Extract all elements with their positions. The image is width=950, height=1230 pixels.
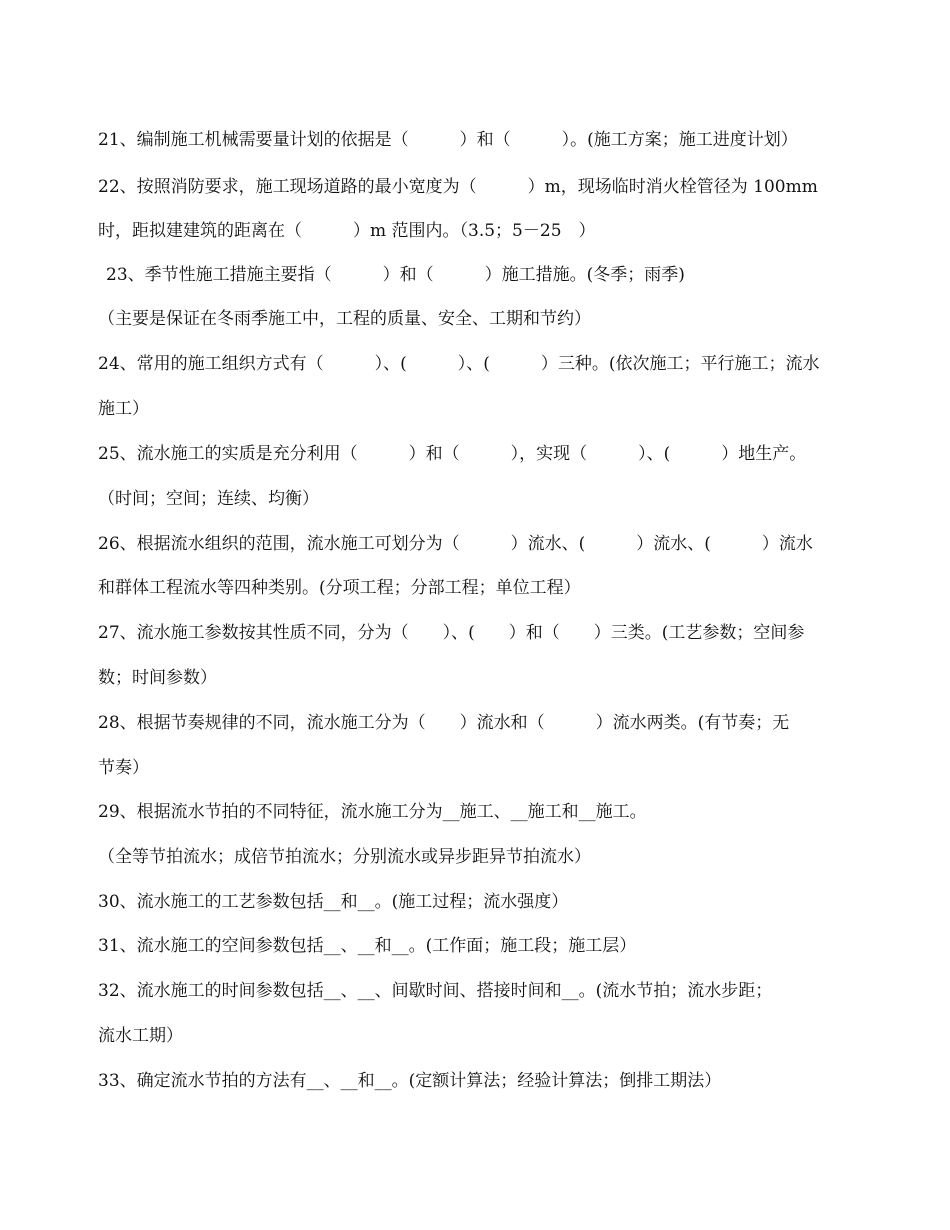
text-line: 29、根据流水节拍的不同特征，流水施工分为__施工、__施工和__施工。: [98, 802, 647, 822]
text-line: 25、流水施工的实质是充分利用（ ）和（ ），实现（ ）、( ）地生产。: [98, 444, 807, 464]
text-line: 27、流水施工参数按其性质不同，分为（ ）、( ）和（ ）三类。(工艺参数；空间参: [98, 623, 805, 643]
text-line: 21、编制施工机械需要量计划的依据是（ ）和（ ）。(施工方案；施工进度计划）: [98, 130, 798, 150]
text-line: 和群体工程流水等四种类别。(分项工程；分部工程；单位工程）: [98, 578, 581, 598]
text-line: （时间；空间；连续、均衡）: [98, 489, 319, 509]
text-line: 26、根据流水组织的范围，流水施工可划分为（ ）流水、( ）流水、( ）流水: [98, 534, 813, 554]
text-line: 33、确定流水节拍的方法有__、__和__。(定额计算法；经验计算法；倒排工期法）: [98, 1071, 722, 1091]
text-line: 流水工期）: [98, 1026, 183, 1046]
text-line: （主要是保证在冬雨季施工中，工程的质量、安全、工期和节约）: [98, 309, 591, 329]
text-line: 30、流水施工的工艺参数包括__和__。(施工过程；流水强度）: [98, 892, 569, 912]
text-line: 节奏）: [98, 758, 149, 778]
text-line: 数；时间参数）: [98, 668, 217, 688]
text-line: 22、按照消防要求，施工现场道路的最小宽度为（ ）m，现场临时消火栓管径为 100mm: [98, 177, 818, 197]
text-line: （全等节拍流水；成倍节拍流水；分别流水或异步距异节拍流水）: [98, 847, 591, 867]
text-line: 32、流水施工的时间参数包括__、__、间歇时间、搭接时间和__。(流水节拍；流水步距；: [98, 981, 773, 1001]
text-line: 31、流水施工的空间参数包括__、__和__。(工作面；施工段；施工层）: [98, 936, 637, 956]
text-line: 施工）: [98, 399, 149, 419]
text-line: 23、季节性施工措施主要指（ ）和（ ）施工措施。(冬季；雨季): [106, 265, 685, 285]
text-line: 28、根据节奏规律的不同，流水施工分为（ ）流水和（ ）流水两类。(有节奏；无: [98, 713, 790, 733]
text-line: 24、常用的施工组织方式有（ ）、( ）、( ）三种。(依次施工；平行施工；流水: [98, 354, 820, 374]
text-line: 时，距拟建建筑的距离在（ ）m 范围内。（3.5；5－25 ）: [98, 221, 596, 241]
